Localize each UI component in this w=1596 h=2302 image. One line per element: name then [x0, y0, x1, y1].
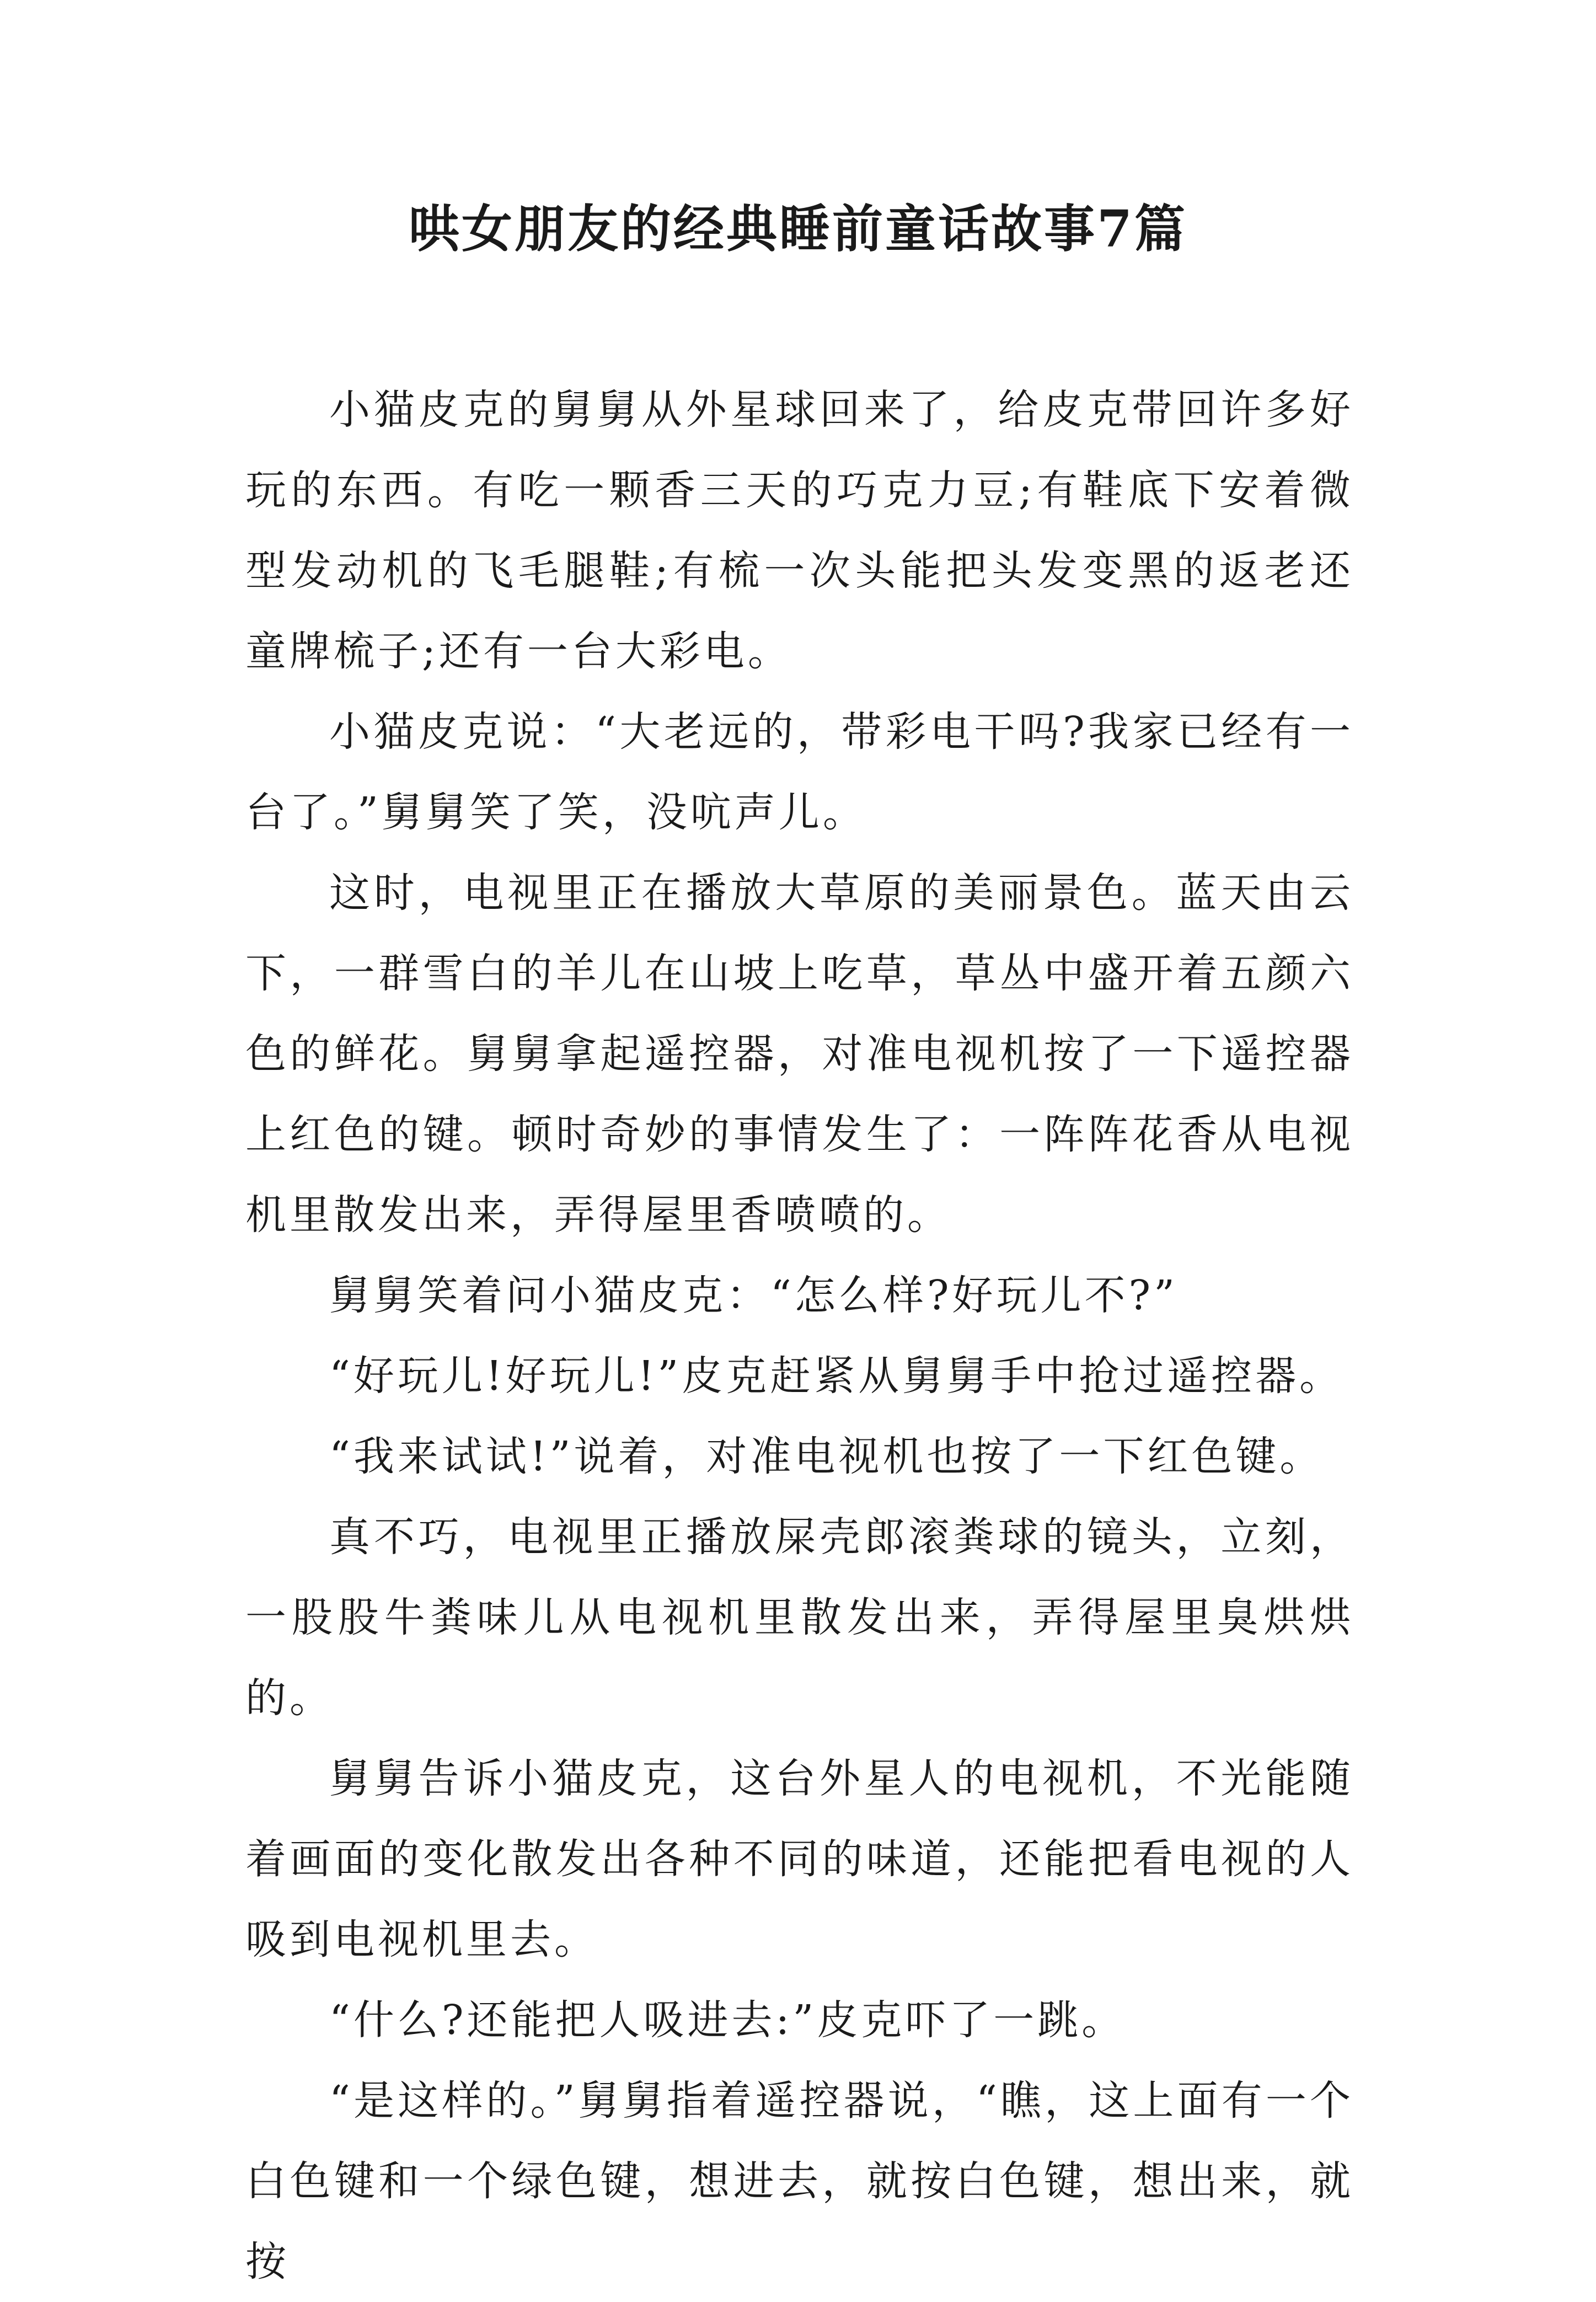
document-title: 哄女朋友的经典睡前童话故事7篇 [408, 199, 1187, 259]
paragraph-10: “是这样的。”舅舅指着遥控器说，“瞧，这上面有一个白色键和一个绿色键，想进去，就按白色键，想出来，就按 [245, 2077, 1354, 2285]
paragraph-2: 小猫皮克说：“大老远的，带彩电干吗?我家已经有一台了。”舅舅笑了笑，没吭声儿。 [245, 708, 1354, 836]
paragraph-3: 这时，电视里正在播放大草原的美丽景色。蓝天由云下，一群雪白的羊儿在山坡上吃草，草丛中盛开着五颜六色的鲜花。舅舅拿起遥控器，对准电视机按了一下遥控器上红色的键。顿时奇妙的事情发生了：一阵阵花香从电视机里散发出来，弄得屋里香喷喷的。 [245, 869, 1354, 1239]
paragraph-9: “什么?还能把人吸进去:”皮克吓了一跳。 [329, 1996, 1126, 2044]
paragraph-1: 小猫皮克的舅舅从外星球回来了，给皮克带回许多好玩的东西。有吃一颗香三天的巧克力豆;有鞋底下安着微型发动机的飞毛腿鞋;有梳一次头能把头发变黑的返老还童牌梳子;还有一台大彩电。 [245, 386, 1354, 675]
paragraph-5: “好玩儿!好玩儿!”皮克赶紧从舅舅手中抢过遥控器。 [329, 1352, 1344, 1400]
paragraph-8: 舅舅告诉小猫皮克，这台外星人的电视机，不光能随着画面的变化散发出各种不同的味道，还能把看电视的人吸到电视机里去。 [245, 1755, 1354, 1963]
document-body [245, 370, 1354, 2302]
paragraph-4: 舅舅笑着问小猫皮克：“怎么样?好玩儿不?” [329, 1272, 1179, 1319]
paragraph-7: 真不巧，电视里正播放屎壳郎滚粪球的镜头，立刻，一股股牛粪味儿从电视机里散发出来，弄得屋里臭烘烘的。 [245, 1513, 1354, 1722]
paragraph-6: “我来试试!”说着，对准电视机也按了一下红色键。 [329, 1433, 1324, 1480]
